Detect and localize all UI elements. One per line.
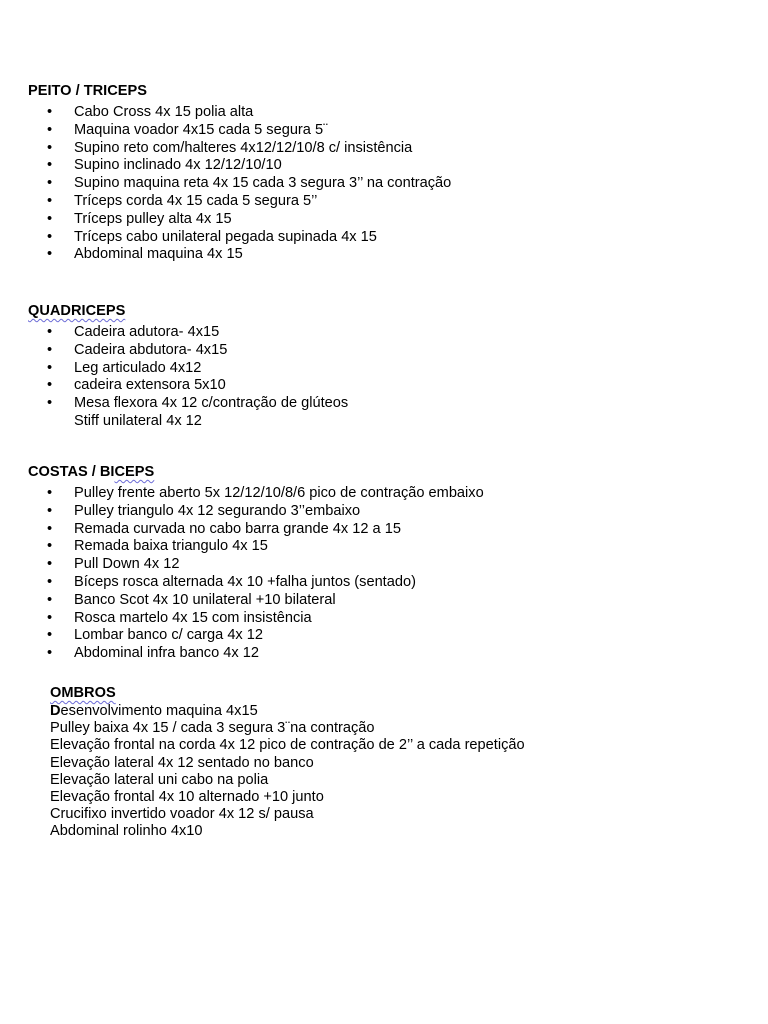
list-item: • Pulley frente aberto 5x 12/12/10/8/6 pico de contração embaixo — [47, 485, 484, 501]
list-item: • Abdominal infra banco 4x 12 — [47, 645, 259, 662]
list-item: • Abdominal maquina 4x 15 — [47, 246, 243, 263]
bullet-icon: • — [47, 175, 53, 192]
list-item: Abdominal rolinho 4x10 — [50, 823, 203, 840]
list-item: Elevação frontal 4x 10 alternado +10 junto — [50, 788, 324, 805]
exercise-list-costas — [28, 485, 748, 663]
section-ombros — [50, 683, 750, 841]
bullet-icon: • — [47, 359, 53, 376]
section-title-quadriceps: QUADRICEPS — [28, 303, 126, 319]
exercise-list-peito — [28, 104, 748, 264]
bullet-icon: • — [47, 324, 53, 340]
bullet-icon: • — [47, 627, 53, 644]
bullet-icon: • — [47, 485, 53, 501]
list-item: • Cadeira abdutora- 4x15 — [47, 341, 228, 358]
bullet-icon: • — [47, 609, 53, 626]
list-item-continuation: Stiff unilateral 4x 12 — [74, 412, 202, 429]
bullet-icon: • — [47, 104, 53, 120]
bullet-icon: • — [47, 121, 53, 138]
list-item: Pulley baixa 4x 15 / cada 3 segura 3¨na contração — [50, 720, 375, 737]
bullet-icon: • — [47, 157, 53, 174]
list-item: • Tríceps corda 4x 15 cada 5 segura 5’’ — [47, 192, 318, 209]
exercise-list-quadriceps — [28, 324, 748, 413]
list-item: • Cadeira adutora- 4x15 — [47, 324, 220, 340]
list-item: • Rosca martelo 4x 15 com insistência — [47, 609, 312, 626]
bullet-icon: • — [47, 591, 53, 608]
list-item: • Pull Down 4x 12 — [47, 556, 180, 573]
list-item: • Mesa flexora 4x 12 c/contração de glúteos — [47, 395, 349, 412]
section-quadriceps — [28, 302, 748, 431]
list-item: • Lombar banco c/ carga 4x 12 — [47, 627, 264, 644]
list-item: • Remada curvada no cabo barra grande 4x 12 a 15 — [47, 520, 401, 537]
list-item: Elevação frontal na corda 4x 12 pico de contração de 2’’ a cada repetição — [50, 737, 525, 754]
list-item: • Banco Scot 4x 10 unilateral +10 bilateral — [47, 591, 336, 608]
list-item: • cadeira extensora 5x10 — [47, 377, 226, 394]
bullet-icon: • — [47, 210, 53, 227]
list-item: • Tríceps pulley alta 4x 15 — [47, 210, 232, 227]
list-item: • Supino inclinado 4x 12/12/10/10 — [47, 157, 282, 174]
list-item: Elevação lateral uni cabo na polia — [50, 771, 269, 788]
section-costas-biceps — [28, 463, 748, 663]
bullet-icon: • — [47, 645, 53, 662]
list-item: Desenvolvimento maquina 4x15 — [50, 703, 258, 719]
list-item: Elevação lateral 4x 12 sentado no banco — [50, 754, 314, 771]
list-item: • Maquina voador 4x15 cada 5 segura 5¨ — [47, 121, 328, 138]
section-title-costas-biceps: COSTAS / BICEPS — [28, 464, 155, 480]
list-item: • Supino maquina reta 4x 15 cada 3 segura 3’’ na contração — [47, 175, 452, 192]
bullet-icon: • — [47, 377, 53, 394]
bullet-icon: • — [47, 573, 53, 590]
section-peito-triceps — [28, 82, 748, 264]
bullet-icon: • — [47, 246, 53, 263]
bullet-icon: • — [47, 502, 53, 519]
bullet-icon: • — [47, 192, 53, 209]
bullet-icon: • — [47, 228, 53, 245]
bullet-icon: • — [47, 538, 53, 555]
list-item: • Bíceps rosca alternada 4x 10 +falha juntos (sentado) — [47, 573, 416, 590]
bullet-icon: • — [47, 520, 53, 537]
list-item: • Leg articulado 4x12 — [47, 359, 202, 376]
bullet-icon: • — [47, 139, 53, 156]
bullet-icon: • — [47, 395, 53, 412]
section-title-peito-triceps: PEITO / TRICEPS — [28, 83, 147, 99]
bullet-icon: • — [47, 556, 53, 573]
list-item: • Cabo Cross 4x 15 polia alta — [47, 104, 254, 120]
bullet-icon: • — [47, 341, 53, 358]
list-item: Crucifixo invertido voador 4x 12 s/ pausa — [50, 806, 314, 823]
list-item: • Supino reto com/halteres 4x12/12/10/8 c/ insistência — [47, 139, 413, 156]
section-title-ombros: OMBROS — [50, 685, 116, 701]
list-item: • Pulley triangulo 4x 12 segurando 3’’embaixo — [47, 502, 361, 519]
list-item: • Tríceps cabo unilateral pegada supinada 4x 15 — [47, 228, 377, 245]
list-item: • Remada baixa triangulo 4x 15 — [47, 538, 268, 555]
